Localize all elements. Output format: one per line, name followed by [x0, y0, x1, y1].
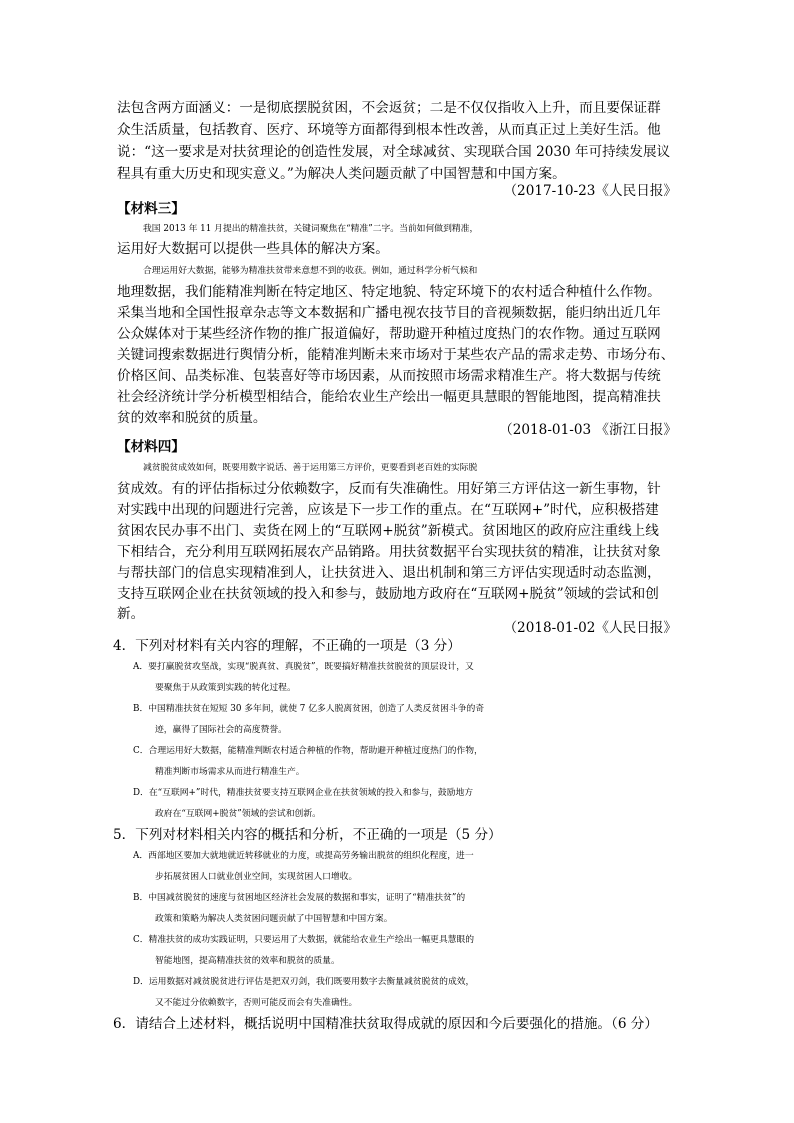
material4-line: 贫困农民办事不出门、卖货在网上的“互联网+脱贫”新模式。贫困地区的政府应注重线上线 — [117, 523, 659, 539]
question-4-option-d: D．在“互联网+”时代，精准扶贫要支持互联网企业在扶贫领域的投入和参与，鼓励地方 — [133, 788, 474, 798]
question-4-option-c-cont: 精准判断市场需求从而进行精准生产。 — [155, 767, 305, 777]
question-6-stem: 6．请结合上述材料，概括说明中国精准扶贫取得成就的原因和今后要强化的措施。（6 分） — [113, 1016, 658, 1032]
material4-line: 贫成效。有的评估指标过分依赖数字，反而有失准确性。用好第三方评估这一新生事物，针 — [117, 481, 661, 497]
question-5-option-c-cont: 智能地图，提高精准扶贫的效率和脱贫的质量。 — [155, 956, 340, 966]
intro-line: 法包含两方面涵义：一是彻底摆脱贫困，不会返贫；二是不仅仅指收入上升，而且要保证群 — [117, 100, 661, 116]
material3-line: 公众媒体对于某些经济作物的推广报道偏好，帮助避开种植过度热门的农作物。通过互联网 — [117, 326, 661, 342]
material3-line: 运用好大数据可以提供一些具体的解决方案。 — [117, 241, 389, 257]
question-4-option-a: A．要打赢脱贫攻坚战，实现“脱真贫、真脱贫”，既要搞好精准扶贫脱贫的顶层设计，又 — [133, 662, 474, 672]
material3-line: 价格区间、品类标准、包装喜好等市场因素，从而按照市场需求精准生产。将大数据与传统 — [117, 368, 661, 384]
material4-heading: 【材料四】 — [117, 439, 185, 455]
intro-source: （2017-10-23《人民日报》 — [503, 183, 677, 199]
material3-source: （2018-01-03 《浙江日报》 — [499, 422, 677, 438]
intro-line: 众生活质量，包括教育、医疗、环境等方面都得到根本性改善，从而真正过上美好生活。他 — [117, 122, 661, 138]
material4-line: 下相结合，充分利用互联网拓展农产品销路。用扶贫数据平台实现扶贫的精准，让扶贫对象 — [117, 544, 661, 560]
question-4-option-d-cont: 政府在“互联网+脱贫”领域的尝试和创新。 — [155, 809, 321, 819]
material3-line: 关键词搜索数据进行舆情分析，能精准判断未来市场对于某些农产品的需求走势、市场分布、 — [117, 347, 675, 363]
question-5-option-d-cont: 又不能过分依赖数字，否则可能反而会有失准确性。 — [155, 998, 358, 1008]
intro-line: 说：“这一要求是对扶贫理论的创造性发展，对全球减贫、实现联合国 2030 年可持续发展议 — [117, 144, 671, 160]
question-5-option-a-cont: 步拓展贫困人口就业创业空间，实现贫困人口增收。 — [155, 872, 358, 882]
material4-line: 与帮扶部门的信息实现精准到人，让扶贫进入、退出机制和第三方评估实现适时动态监测， — [117, 565, 661, 581]
material3-line: 我国 2013 年 11 月提出的精准扶贫，关键词聚焦在“精准”二字。当前如何做到精准， — [143, 224, 479, 234]
question-5-option-c: C．精准扶贫的成功实践证明，只要运用了大数据，就能给农业生产绘出一幅更具慧眼的 — [133, 935, 475, 945]
material3-line: 采集当地和全国性报章杂志等文本数据和广播电视农技节目的音视频数据，能归纳出近几年 — [117, 305, 661, 321]
material3-line: 地理数据，我们能精准判断在特定地区、特定地貌、特定环境下的农村适合种植什么作物。 — [117, 284, 661, 300]
material3-line: 合理运用好大数据，能够为精准扶贫带来意想不到的收获。例如，通过科学分析气候和 — [143, 266, 478, 276]
material3-line: 贫的效率和脱贫的质量。 — [117, 410, 267, 426]
question-5-option-a: A．西部地区要加大就地就近转移就业的力度，或提高劳务输出脱贫的组织化程度，进一 — [133, 851, 474, 861]
question-4-option-b: B．中国精准扶贫在短短 30 多年间，就使 7 亿多人脱离贫困，创造了人类反贫困斗争的奇 — [133, 704, 485, 714]
question-5-option-d: D．运用数据对减贫脱贫进行评估是把双刃剑，我们既要用数字去衡量减贫脱贫的成效， — [133, 977, 475, 987]
question-5-stem: 5．下列对材料相关内容的概括和分析，不正确的一项是（5 分） — [113, 827, 502, 843]
material3-line: 社会经济统计学分析模型相结合，能给农业生产绘出一幅更具慧眼的智能地图，提高精准扶 — [117, 389, 661, 405]
question-4-stem: 4．下列对材料有关内容的理解，不正确的一项是（3 分） — [113, 638, 461, 654]
question-5-option-b-cont: 政策和策略为解决人类贫困问题贡献了中国智慧和中国方案。 — [155, 914, 393, 924]
material3-heading: 【材料三】 — [117, 201, 185, 217]
question-4-option-c: C．合理运用好大数据，能精准判断农村适合种植的作物，帮助避开种植过度热门的作物， — [133, 746, 483, 756]
question-4-option-b-cont: 迹，赢得了国际社会的高度赞誉。 — [155, 725, 287, 735]
material4-line: 支持互联网企业在扶贫领域的投入和参与，鼓励地方政府在“互联网+脱贫”领域的尝试和创 — [117, 586, 659, 602]
material4-source: （2018-01-02《人民日报》 — [503, 620, 677, 636]
intro-line: 程具有重大历史和现实意义。”为解决人类问题贡献了中国智慧和中国方案。 — [117, 166, 566, 182]
material4-line: 对实践中出现的问题进行完善，应该是下一步工作的重点。在“互联网+”时代，应积极搭建 — [117, 502, 659, 518]
question-5-option-b: B．中国减贫脱贫的速度与贫困地区经济社会发展的数据和事实，证明了“精准扶贫”的 — [133, 893, 466, 903]
material4-line: 减贫脱贫成效如何，既要用数字说话、善于运用第三方评价，更要看到老百姓的实际脱 — [143, 463, 478, 473]
question-4-option-a-cont: 要聚焦于从政策到实践的转化过程。 — [155, 683, 296, 693]
material4-line: 新。 — [117, 606, 145, 622]
